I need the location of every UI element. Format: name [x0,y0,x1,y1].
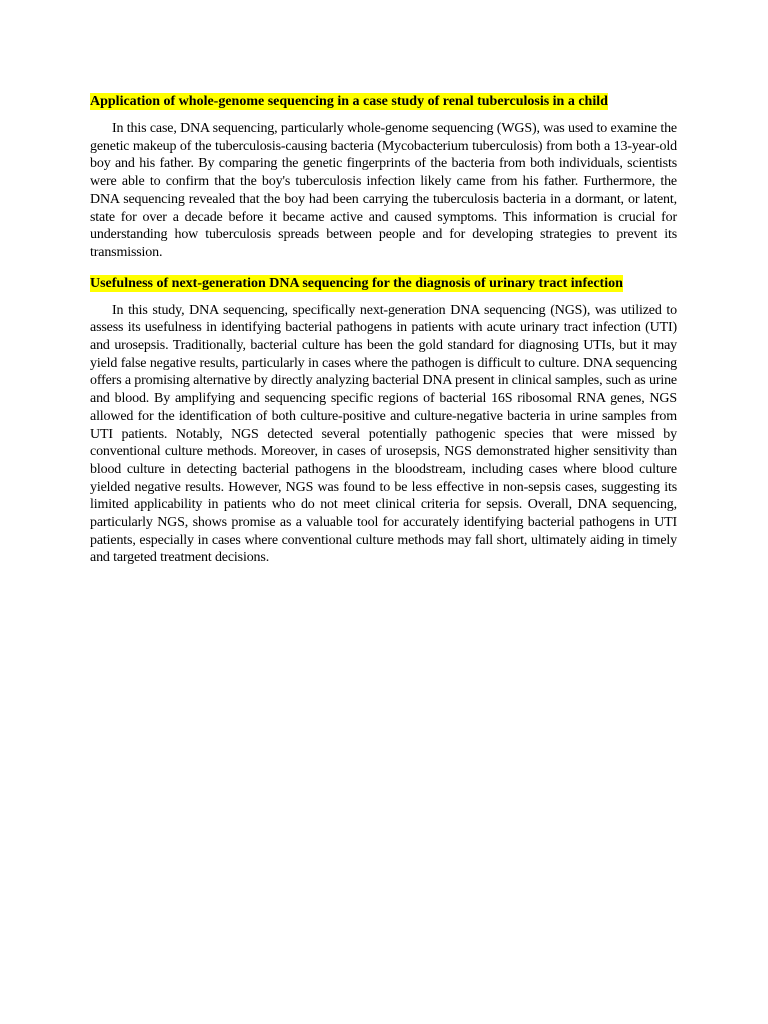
section-heading [90,274,677,294]
section-wgs-renal-tuberculosis [90,92,677,262]
section-paragraph: In this study, DNA sequencing, specifically next-generation DNA sequencing (NGS), was utilized to assess its usefulness in identifying bacterial pathogens in patients with acute urinary tract infection (UTI) and urosepsis. Traditionally, bacterial culture has been the gold standard for diagnosing UTIs, but it may yield false negative results, particularly in cases where the pathogen is difficult to culture. DNA sequencing offers a promising alternative by directly analyzing bacterial DNA present in clinical samples, such as urine and blood. By amplifying and sequencing specific regions of bacterial 16S ribosomal RNA genes, NGS allowed for the identification of both culture-positive and culture-negative bacteria in urine samples from UTI patients. Notably, NGS detected several potentially pathogenic species that were missed by conventional culture methods. Moreover, in cases of urosepsis, NGS demonstrated higher sensitivity than blood culture in detecting bacterial pathogens in the bloodstream, including cases where blood culture yielded negative results. However, NGS was found to be less effective in non-sepsis cases, suggesting its limited applicability in patients who do not meet clinical criteria for sepsis. Overall, DNA sequencing, particularly NGS, shows promise as a valuable tool for accurately identifying bacterial pathogens in UTI patients, especially in cases where conventional culture methods may fall short, ultimately aiding in timely and targeted treatment decisions. [90,302,677,566]
highlighted-heading-text: Application of whole-genome sequencing in a case study of renal tuberculosis in a child [90,94,608,109]
highlighted-heading-text: Usefulness of next-generation DNA sequencing for the diagnosis of urinary tract infection [90,275,623,291]
section-heading [90,92,677,112]
document-page [90,92,677,579]
section-ngs-urinary-tract-infection [90,274,677,568]
section-paragraph: In this case, DNA sequencing, particularly whole-genome sequencing (WGS), was used to examine the genetic makeup of the tuberculosis-causing bacteria (Mycobacterium tuberculosis) from both a 13-year-old boy and his father. By comparing the genetic fingerprints of the bacteria from both individuals, scientists were able to confirm that the boy's tuberculosis infection likely came from his father. Furthermore, the DNA sequencing revealed that the boy had been carrying the tuberculosis bacteria in a dormant, or latent, state for over a decade before it became active and caused symptoms. This information is crucial for understanding how tuberculosis spreads between people and for developing strategies to prevent its transmission. [90,121,677,260]
